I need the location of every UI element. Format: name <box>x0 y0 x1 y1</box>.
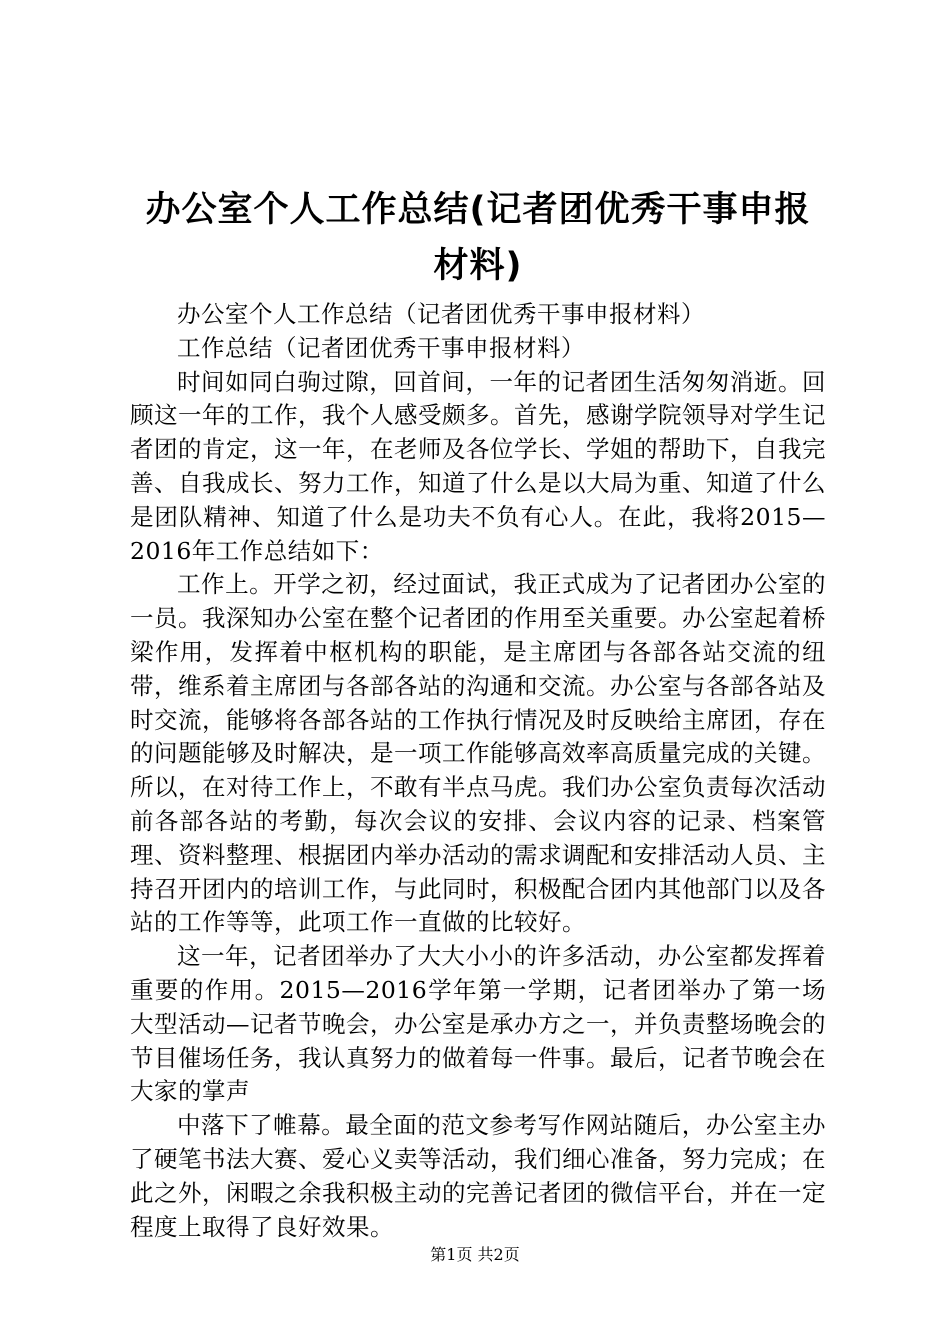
document-title: 办公室个人工作总结(记者团优秀干事申报材料) <box>145 190 811 286</box>
paragraph-work: 工作上。开学之初，经过面试，我正式成为了记者团办公室的一员。我深知办公室在整个记者团的作用至关重要。办公室起着桥梁作用，发挥着中枢机构的职能，是主席团与各部各站交流的纽带，维系着主席团与各部各站的沟通和交流。办公室与各部各站及时交流，能够将各部各站的工作执行情况及时反映给主席团，存在的问题能够及时解决，是一项工作能够高效率高质量完成的关键。所以，在对待工作上，不敢有半点马虎。我们办公室负责每次活动前各部各站的考勤，每次会议的安排、会议内容的记录、档案管理、资料整理、根据团内举办活动的需求调配和安排活动人员、主持召开团内的培训工作，与此同时，积极配合团内其他部门以及各站的工作等等，此项工作一直做的比较好。 <box>130 570 826 937</box>
paragraph-subtitle-1: 办公室个人工作总结（记者团优秀干事申报材料） <box>177 300 705 328</box>
paragraph-activities: 这一年，记者团举办了大大小小的许多活动，办公室都发挥着重要的作用。2015—2016学年第一学期，记者团举办了第一场大型活动—记者节晚会，办公室是承办方之一，并负责整场晚会的节目催场任务，我认真努力的做着每一件事。最后，记者节晚会在大家的掌声 <box>130 942 826 1106</box>
paragraph-subtitle-2: 工作总结（记者团优秀干事申报材料） <box>177 333 585 362</box>
paragraph-intro: 时间如同白驹过隙，回首间，一年的记者团生活匆匆消逝。回顾这一年的工作，我个人感受颇多。首先，感谢学院领导对学生记者团的肯定，这一年，在老师及各位学长、学姐的帮助下，自我完善、自我成长、努力工作，知道了什么是以大局为重、知道了什么是团队精神、知道了什么是功夫不负有心人。在此，我将2015—2016年工作总结如下： <box>130 367 826 565</box>
document-body <box>130 298 826 1244</box>
page-number-footer: 第1页 共2页 <box>430 1245 520 1264</box>
paragraph-continuation: 中落下了帷幕。最全面的范文参考写作网站随后，办公室主办了硬笔书法大赛、爱心义卖等活动，我们细心准备，努力完成；在此之外，闲暇之余我积极主动的完善记者团的微信平台，并在一定程度上取得了良好效果。 <box>130 1111 826 1241</box>
